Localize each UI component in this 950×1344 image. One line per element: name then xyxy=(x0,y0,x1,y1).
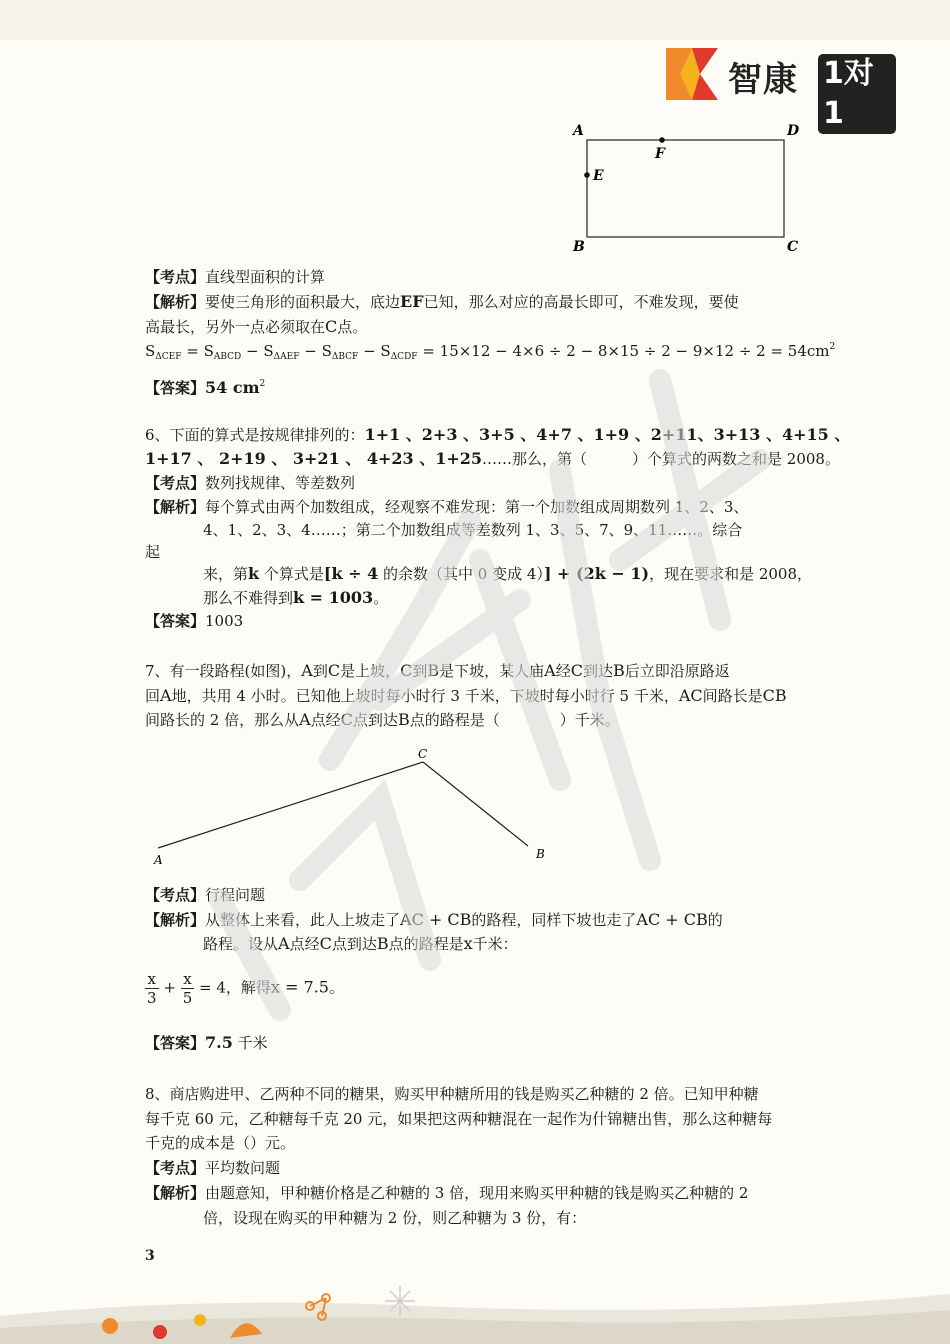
q5-formula: $S_{\Delta CEF} = S_{ABCD} - S_{\Delta AEF} - S_{\Delta BCF} - S_{\Delta CDF} = 15\times 12 - 4\times 6 \div 2 - 8\times 15 \div 2 - 9\times 12 \div 2 = 54cm^2$ xyxy=(145,342,836,362)
q8-kaodian: 【考点】平均数问题 xyxy=(145,1159,281,1177)
rectangle-figure xyxy=(565,120,815,260)
brand-logo xyxy=(666,48,896,131)
slope-figure xyxy=(140,740,560,875)
q6-kaodian: 【考点】数列找规律、等差数列 xyxy=(145,474,356,492)
q7-equation: $\frac{x}{3}$ + $\frac{x}{5}$ = 4，解得x = 7.5。 xyxy=(147,970,344,1007)
q8-jiexi-line2: 倍，设现在购买的甲种糖为 2 份，则乙种糖为 3 份，有： xyxy=(203,1209,587,1227)
brand-badge: 1对1 xyxy=(818,54,896,134)
q7-question-line3: 间路长的 2 倍，那么从A点经C点到达B点的路程是（ ）千米。 xyxy=(145,710,620,729)
label-b: B xyxy=(573,239,585,255)
slope-label-b: B xyxy=(536,847,545,861)
slope-label-c: C xyxy=(418,747,428,761)
label-f: F xyxy=(655,146,665,162)
q5-kaodian: 【考点】直线型面积的计算 xyxy=(145,268,326,286)
q8-question-line2: 每千克 60 元，乙种糖每千克 20 元，如果把这两种糖混在一起作为什锦糖出售，那么这种糖每 xyxy=(145,1110,773,1128)
q6-jiexi-line1: 【解析】每个算式由两个加数组成，经观察不难发现：第一个加数组成周期数列 1、2、3、 xyxy=(145,498,749,516)
q6-question-line2: 1+17 、 2+19 、 3+21 、 4+23 、1+25……那么，第（ ）个算式的两数之和是 2008。 xyxy=(145,449,840,468)
q8-question-line3: 千克的成本是（）元。 xyxy=(145,1134,296,1152)
label-c: C xyxy=(787,239,799,255)
q5-daan: 【答案】54 $cm^2$ xyxy=(145,378,266,397)
q6-question-line1: 6、下面的算式是按规律排列的：1+1 、2+3 、3+5 、4+7 、1+9 、2+11、3+13 、4+15 、 xyxy=(145,425,851,444)
q6-jiexi-line4: 来，第k 个算式是[k ÷ 4 的余数（其中 0 变成 4）] + (2k − 1)，现在要求和是 2008， xyxy=(203,564,813,583)
footer-decoration xyxy=(0,1276,950,1344)
q7-daan: 【答案】7.5 千米 xyxy=(145,1033,268,1052)
q8-jiexi-line1: 【解析】由题意知，甲种糖价格是乙种糖的 3 倍，现用来购买甲种糖的钱是购买乙种糖的 2 xyxy=(145,1184,749,1202)
q5-jiexi-line1: 【解析】要使三角形的面积最大，底边EF已知，那么对应的高最长即可，不难发现，要使 xyxy=(145,292,739,311)
q6-jiexi-line2: 4、1、2、3、4……；第二个加数组成等差数列 1、3、5、7、9、11……。综合 xyxy=(203,521,743,539)
header-band xyxy=(0,0,950,40)
q7-kaodian: 【考点】行程问题 xyxy=(145,886,266,904)
label-a: A xyxy=(573,123,584,139)
q7-jiexi-line1: 【解析】从整体上来看，此人上坡走了AC + CB的路程，同样下坡也走了AC + CB的 xyxy=(145,910,723,929)
q7-question-line2: 回A地，共用 4 小时。已知他上坡时每小时行 3 千米，下坡时每小时行 5 千米，AC间路长是CB xyxy=(145,686,787,705)
slope-label-a: A xyxy=(154,853,163,867)
q7-jiexi-line2: 路程。设从A点经C点到达B点的路程是x千米： xyxy=(203,934,518,953)
brand-mark-icon xyxy=(666,48,718,100)
q7-question-line1: 7、有一段路程(如图)，A到C是上坡，C到B是下坡，某人庙A经C到达B后立即沿原路返 xyxy=(145,661,730,680)
q8-question-line1: 8、商店购进甲、乙两种不同的糖果，购买甲种糖所用的钱是购买乙种糖的 2 倍。已知甲种糖 xyxy=(145,1085,759,1103)
page-number: 3 xyxy=(145,1248,155,1264)
brand-name: 智康 xyxy=(728,60,798,100)
q6-jiexi-line3: 起 xyxy=(145,543,161,561)
label-e: E xyxy=(593,168,604,184)
label-d: D xyxy=(787,123,800,139)
q6-jiexi-line5: 那么不难得到k = 1003。 xyxy=(203,588,389,607)
q6-daan: 【答案】1003 xyxy=(145,612,244,630)
q5-jiexi-line2: 高最长，另外一点必须取在C点。 xyxy=(145,317,368,336)
